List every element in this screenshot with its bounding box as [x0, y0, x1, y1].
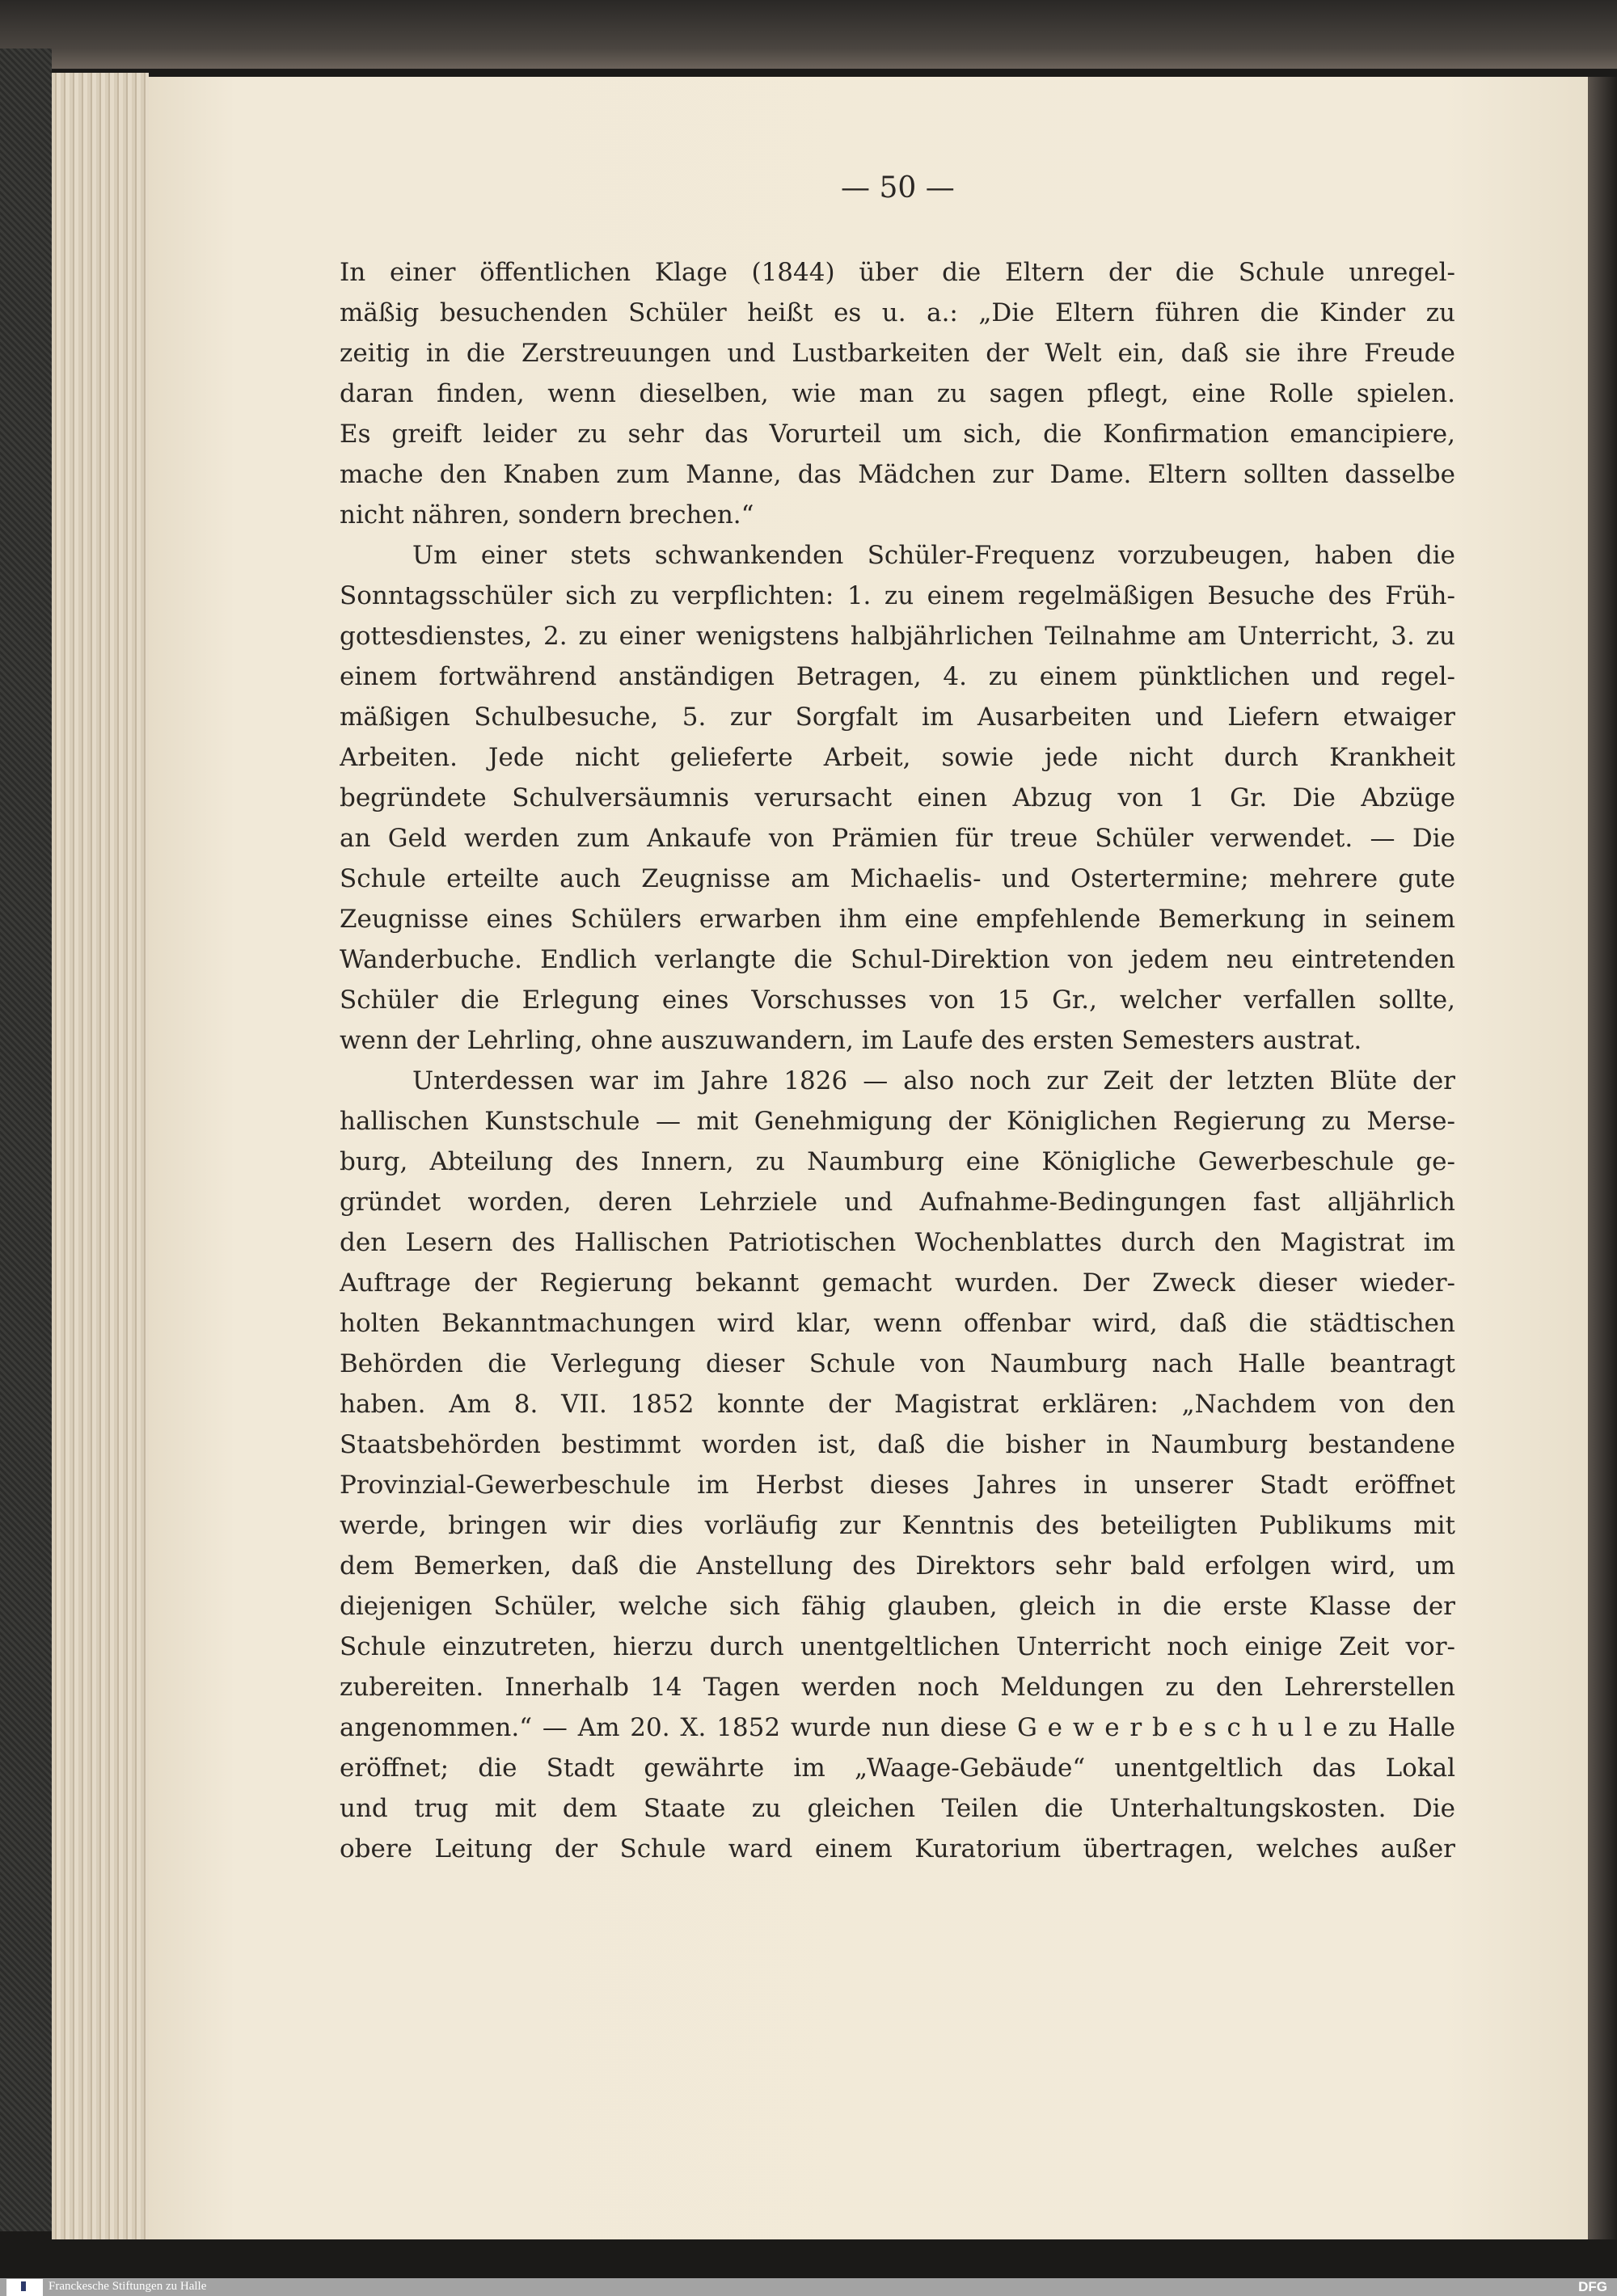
text-line: Zeugnisse eines Schülers erwarben ihm eine empfehlende Bemerkung in seinem — [340, 905, 1455, 934]
scan-background-top — [0, 0, 1617, 69]
text-line: werde, bringen wir dies vorläufig zur Kenntnis des beteiligten Publikums mit — [340, 1511, 1455, 1540]
text-line: gründet worden, deren Lehrziele und Aufnahme-Bedingungen fast alljährlich — [340, 1188, 1455, 1217]
text-line: In einer öffentlichen Klage (1844) über die Eltern der die Schule unregel- — [340, 258, 1455, 287]
text-line: Staatsbehörden bestimmt worden ist, daß die bisher in Naumburg bestandene — [340, 1430, 1455, 1459]
text-line: Sonntagsschüler sich zu verpflichten: 1. zu einem regelmäßigen Besuche des Früh- — [340, 581, 1455, 610]
book-cover-edge — [0, 49, 52, 2231]
institution-logo-icon — [6, 2279, 43, 2296]
text-line: haben. Am 8. VII. 1852 konnte der Magistrat erklären: „Nachdem von den — [340, 1390, 1455, 1419]
text-line: mäßigen Schulbesuche, 5. zur Sorgfalt im Ausarbeiten und Liefern etwaiger — [340, 703, 1455, 732]
text-line: obere Leitung der Schule ward einem Kuratorium übertragen, welches außer — [340, 1834, 1455, 1863]
page-number: — 50 — — [841, 171, 955, 205]
text-line: Behörden die Verlegung dieser Schule von Naumburg nach Halle beantragt — [340, 1349, 1455, 1378]
text-line: holten Bekanntmachungen wird klar, wenn offenbar wird, daß die städtischen — [340, 1309, 1455, 1338]
text-line: dem Bemerken, daß die Anstellung des Direktors sehr bald erfolgen wird, um — [340, 1551, 1455, 1581]
footer-bar — [0, 2278, 1617, 2296]
text-line: eröffnet; die Stadt gewährte im „Waage-Gebäude“ unentgeltlich das Lokal — [340, 1754, 1455, 1783]
text-line: einem fortwährend anständigen Betragen, 4. zu einem pünktlichen und regel- — [340, 662, 1455, 691]
text-line: begründete Schulversäumnis verursacht einen Abzug von 1 Gr. Die Abzüge — [340, 783, 1455, 812]
text-line: burg, Abteilung des Innern, zu Naumburg eine Königliche Gewerbeschule ge- — [340, 1147, 1455, 1176]
text-line: diejenigen Schüler, welche sich fähig glauben, gleich in die erste Klasse der — [340, 1592, 1455, 1621]
text-line: angenommen.“ — Am 20. X. 1852 wurde nun diese G e w e r b e s c h u l e zu Halle — [340, 1713, 1455, 1742]
text-line: und trug mit dem Staate zu gleichen Teilen die Unterhaltungskosten. Die — [340, 1794, 1455, 1823]
text-line: zubereiten. Innerhalb 14 Tagen werden noch Meldungen zu den Lehrerstellen — [340, 1673, 1455, 1702]
text-line: an Geld werden zum Ankaufe von Prämien für treue Schüler verwendet. — Die — [340, 824, 1455, 853]
text-line: mäßig besuchenden Schüler heißt es u. a.: „Die Eltern führen die Kinder zu — [340, 298, 1455, 327]
text-line: Um einer stets schwankenden Schüler-Frequenz vorzubeugen, haben die — [412, 541, 1455, 570]
page-stack-edge — [52, 73, 149, 2239]
text-line: wenn der Lehrling, ohne auszuwandern, im Laufe des ersten Semesters austrat. — [340, 1026, 1362, 1055]
text-line: daran finden, wenn dieselben, wie man zu sagen pflegt, eine Rolle spielen. — [340, 379, 1455, 408]
dfg-logo[interactable]: DFG — [1578, 2279, 1607, 2294]
text-line: Schule erteilte auch Zeugnisse am Michaelis- und Ostertermine; mehrere gute — [340, 864, 1455, 893]
text-line: hallischen Kunstschule — mit Genehmigung der Königlichen Regierung zu Merse- — [340, 1107, 1455, 1136]
text-line: Arbeiten. Jede nicht gelieferte Arbeit, sowie jede nicht durch Krankheit — [340, 743, 1455, 772]
text-line: Provinzial-Gewerbeschule im Herbst dieses Jahres in unserer Stadt eröffnet — [340, 1471, 1455, 1500]
text-line: nicht nähren, sondern brechen.“ — [340, 500, 754, 530]
institution-name[interactable]: Franckesche Stiftungen zu Halle — [49, 2280, 207, 2293]
text-line: Es greift leider zu sehr das Vorurteil um sich, die Konfirmation emancipiere, — [340, 420, 1455, 449]
body-text — [340, 252, 1455, 1869]
text-line: Schüler die Erlegung eines Vorschusses von 15 Gr., welcher verfallen sollte, — [340, 986, 1455, 1015]
text-line: den Lesern des Hallischen Patriotischen Wochenblattes durch den Magistrat im — [340, 1228, 1455, 1257]
text-line: Schule einzutreten, hierzu durch unentgeltlichen Unterricht noch einige Zeit vor- — [340, 1632, 1455, 1661]
text-line: Auftrage der Regierung bekannt gemacht wurden. Der Zweck dieser wieder- — [340, 1268, 1455, 1298]
text-line: Wanderbuche. Endlich verlangte die Schul-Direktion von jedem neu eintretenden — [340, 945, 1455, 974]
text-line: mache den Knaben zum Manne, das Mädchen zur Dame. Eltern sollten dasselbe — [340, 460, 1455, 489]
text-line: gottesdienstes, 2. zu einer wenigstens halbjährlichen Teilnahme am Unterricht, 3. zu — [340, 622, 1455, 651]
text-line: Unterdessen war im Jahre 1826 — also noch zur Zeit der letzten Blüte der — [412, 1066, 1455, 1095]
book-right-edge — [1588, 77, 1617, 2239]
text-line: zeitig in die Zerstreuungen und Lustbarkeiten der Welt ein, daß sie ihre Freude — [340, 339, 1455, 368]
